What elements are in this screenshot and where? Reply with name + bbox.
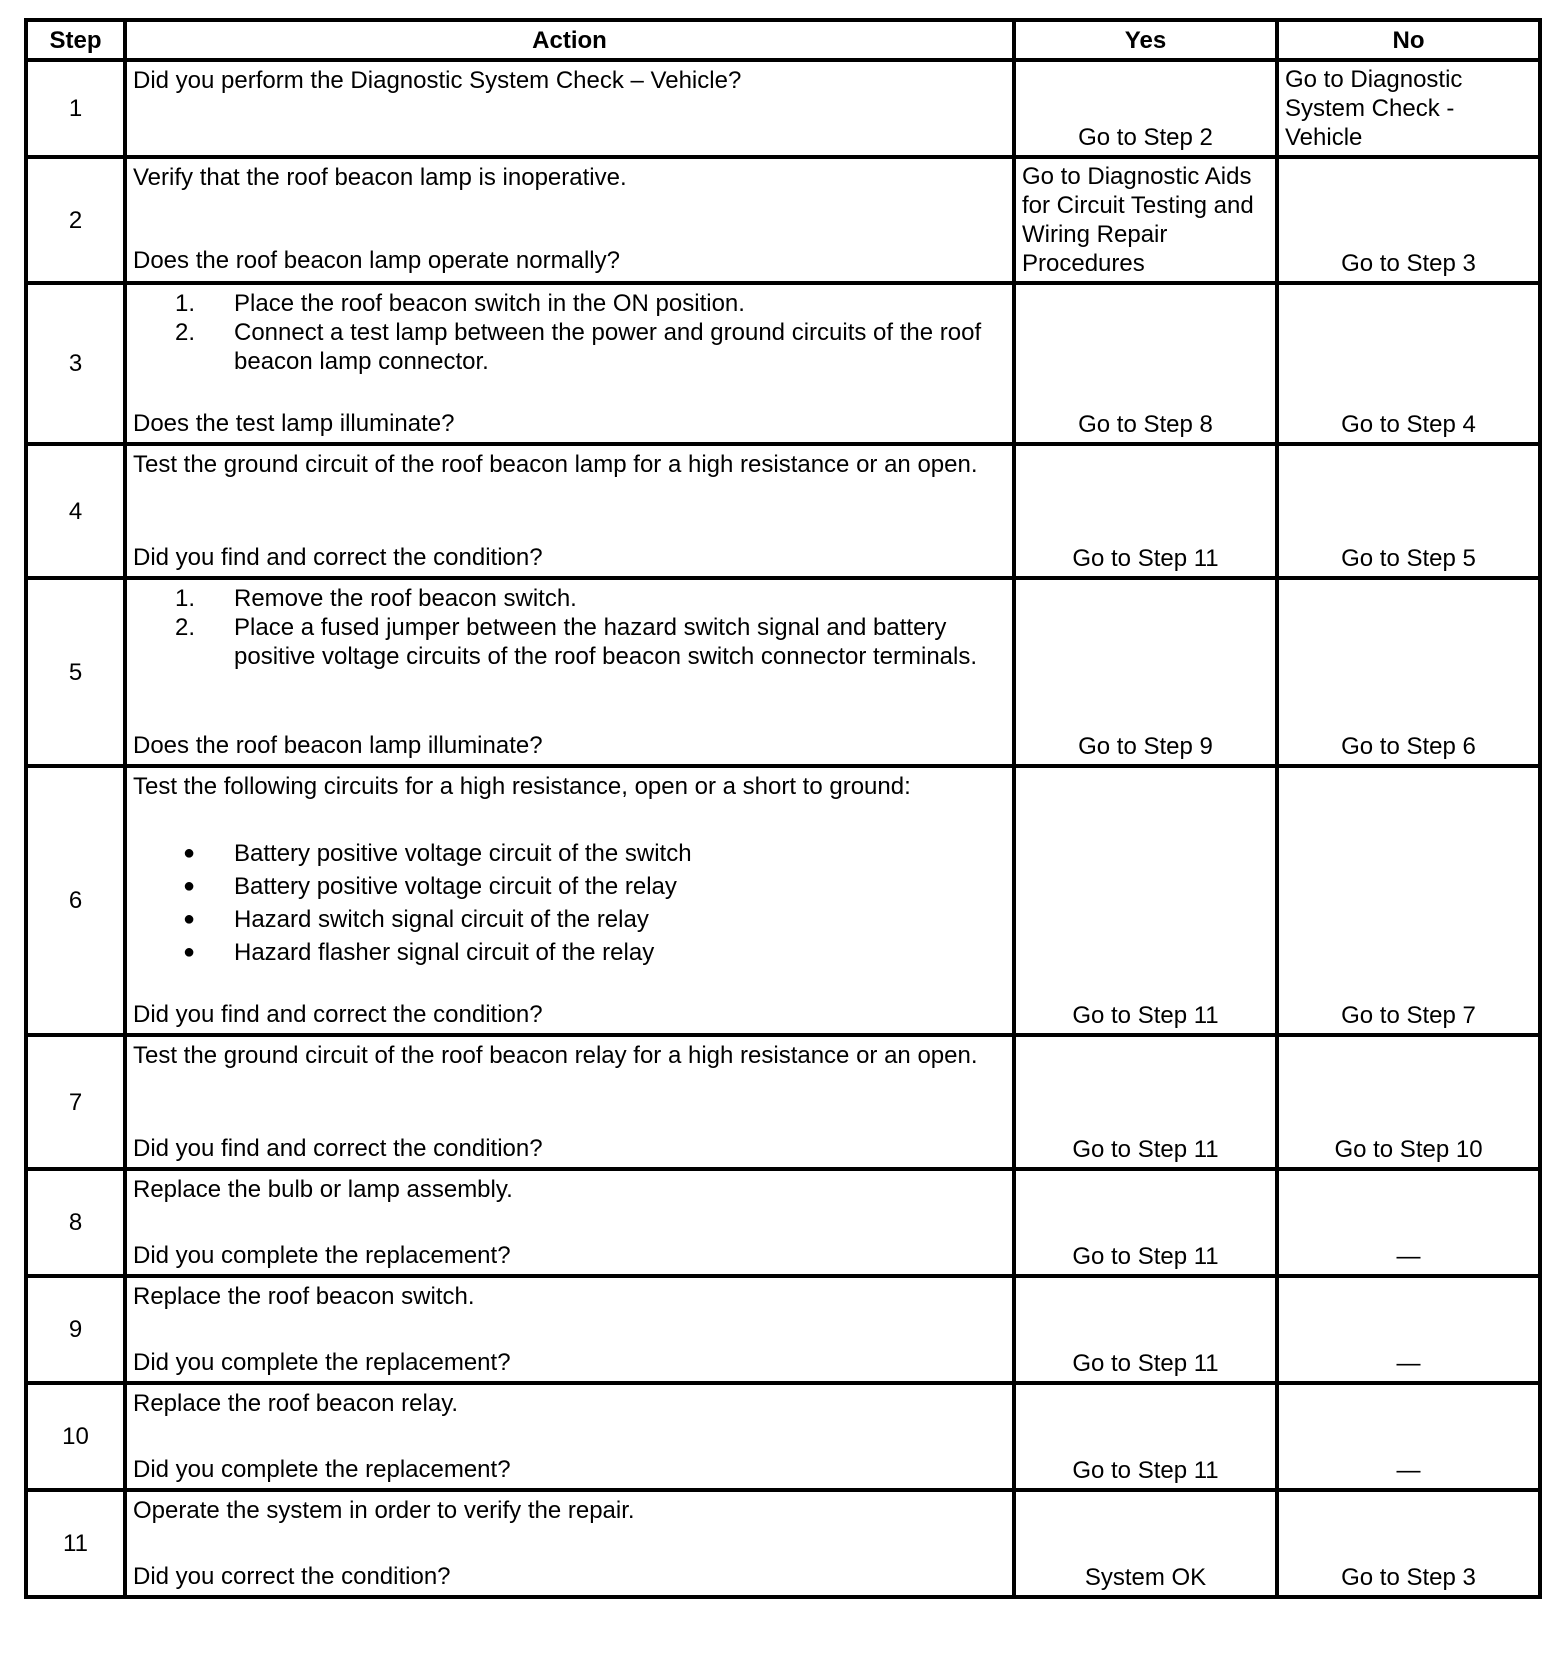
table-row — [26, 1383, 1540, 1490]
header-step: Step — [26, 20, 125, 60]
action-question: Does the roof beacon lamp operate normally? — [133, 247, 620, 274]
action-question: Did you find and correct the condition? — [133, 544, 543, 571]
bullet-icon: ● — [183, 842, 196, 864]
list-item — [183, 903, 1006, 936]
step-number: 1 — [26, 60, 125, 157]
numbered-steps — [133, 584, 1006, 671]
action-cell — [125, 766, 1014, 1035]
step-text: Connect a test lamp between the power and ground circuits of the roof beacon lamp connector. — [234, 319, 982, 375]
yes-result: Go to Step 11 — [1014, 766, 1277, 1035]
yes-result: Go to Step 11 — [1014, 444, 1277, 578]
action-instruction: Test the ground circuit of the roof beacon relay for a high resistance or an open. — [133, 1042, 978, 1069]
no-result: — — [1277, 1276, 1540, 1383]
yes-result: Go to Diagnostic Aids for Circuit Testing and Wiring Repair Procedures — [1014, 157, 1277, 283]
action-question: Did you find and correct the condition? — [133, 1135, 543, 1162]
step-number: 11 — [26, 1490, 125, 1597]
yes-result: System OK — [1014, 1490, 1277, 1597]
action-cell — [125, 157, 1014, 283]
action-cell — [125, 1383, 1014, 1490]
step-index: 2. — [175, 614, 196, 641]
table-row — [26, 766, 1540, 1035]
list-item-text: Battery positive voltage circuit of the switch — [234, 840, 692, 867]
no-result: Go to Diagnostic System Check - Vehicle — [1277, 60, 1540, 157]
table-row — [26, 60, 1540, 157]
list-item-text: Hazard switch signal circuit of the relay — [234, 906, 649, 933]
bullet-icon: ● — [183, 941, 196, 963]
yes-result: Go to Step 9 — [1014, 578, 1277, 766]
header-yes: Yes — [1014, 20, 1277, 60]
step-index: 2. — [175, 319, 196, 346]
yes-result: Go to Step 11 — [1014, 1276, 1277, 1383]
bullet-icon: ● — [183, 875, 196, 897]
action-instruction: Test the ground circuit of the roof beacon lamp for a high resistance or an open. — [133, 451, 978, 478]
table-row — [26, 1490, 1540, 1597]
no-result: Go to Step 7 — [1277, 766, 1540, 1035]
list-item — [183, 870, 1006, 903]
diagnostic-table — [24, 18, 1542, 1599]
action-cell — [125, 60, 1014, 157]
action-question: Does the roof beacon lamp illuminate? — [133, 732, 543, 759]
action-cell — [125, 444, 1014, 578]
yes-result: Go to Step 11 — [1014, 1035, 1277, 1169]
list-item — [183, 837, 1006, 870]
action-cell — [125, 1035, 1014, 1169]
action-cell — [125, 1276, 1014, 1383]
action-question: Did you correct the condition? — [133, 1563, 451, 1590]
no-result: Go to Step 4 — [1277, 283, 1540, 444]
action-cell — [125, 283, 1014, 444]
action-cell — [125, 578, 1014, 766]
table-row — [26, 157, 1540, 283]
action-instruction: Verify that the roof beacon lamp is inoperative. — [133, 164, 627, 191]
step-number: 2 — [26, 157, 125, 283]
numbered-step — [175, 318, 1006, 376]
action-instruction: Replace the bulb or lamp assembly. — [133, 1176, 513, 1203]
table-row — [26, 283, 1540, 444]
step-number: 9 — [26, 1276, 125, 1383]
step-number: 7 — [26, 1035, 125, 1169]
header-action: Action — [125, 20, 1014, 60]
step-number: 4 — [26, 444, 125, 578]
action-cell — [125, 1490, 1014, 1597]
table-row — [26, 1276, 1540, 1383]
table-row — [26, 444, 1540, 578]
table-row — [26, 1035, 1540, 1169]
step-number: 8 — [26, 1169, 125, 1276]
numbered-step — [175, 289, 1006, 318]
action-question: Did you complete the replacement? — [133, 1242, 511, 1269]
step-index: 1. — [175, 290, 196, 317]
action-cell — [125, 1169, 1014, 1276]
numbered-step — [175, 584, 1006, 613]
action-instruction: Test the following circuits for a high resistance, open or a short to ground: — [133, 773, 911, 800]
numbered-step — [175, 613, 1006, 671]
step-number: 10 — [26, 1383, 125, 1490]
action-instruction: Replace the roof beacon relay. — [133, 1390, 459, 1417]
list-item-text: Hazard flasher signal circuit of the relay — [234, 939, 655, 966]
step-index: 1. — [175, 585, 196, 612]
step-text: Place a fused jumper between the hazard switch signal and battery positive voltage circuits of the roof beacon switch connector terminals. — [234, 614, 978, 670]
numbered-steps — [133, 289, 1006, 376]
action-question: Did you find and correct the condition? — [133, 1001, 543, 1028]
list-item-text: Battery positive voltage circuit of the relay — [234, 873, 677, 900]
list-item — [183, 936, 1006, 969]
action-question: Did you complete the replacement? — [133, 1349, 511, 1376]
no-result: Go to Step 3 — [1277, 157, 1540, 283]
step-text: Remove the roof beacon switch. — [234, 585, 577, 612]
no-result: Go to Step 5 — [1277, 444, 1540, 578]
table-row — [26, 1169, 1540, 1276]
action-instruction: Did you perform the Diagnostic System Check – Vehicle? — [133, 67, 742, 94]
action-question: Did you complete the replacement? — [133, 1456, 511, 1483]
no-result: — — [1277, 1169, 1540, 1276]
step-number: 3 — [26, 283, 125, 444]
step-text: Place the roof beacon switch in the ON position. — [234, 290, 745, 317]
action-question: Does the test lamp illuminate? — [133, 410, 455, 437]
yes-result: Go to Step 8 — [1014, 283, 1277, 444]
step-number: 5 — [26, 578, 125, 766]
header-no: No — [1277, 20, 1540, 60]
header-row — [26, 20, 1540, 60]
no-result: Go to Step 10 — [1277, 1035, 1540, 1169]
action-instruction: Operate the system in order to verify the repair. — [133, 1497, 635, 1524]
no-result: Go to Step 3 — [1277, 1490, 1540, 1597]
yes-result: Go to Step 11 — [1014, 1169, 1277, 1276]
yes-result: Go to Step 2 — [1014, 60, 1277, 157]
circuit-list — [133, 837, 1006, 969]
yes-result: Go to Step 11 — [1014, 1383, 1277, 1490]
action-instruction: Replace the roof beacon switch. — [133, 1283, 475, 1310]
bullet-icon: ● — [183, 908, 196, 930]
step-number: 6 — [26, 766, 125, 1035]
no-result: — — [1277, 1383, 1540, 1490]
no-result: Go to Step 6 — [1277, 578, 1540, 766]
table-row — [26, 578, 1540, 766]
